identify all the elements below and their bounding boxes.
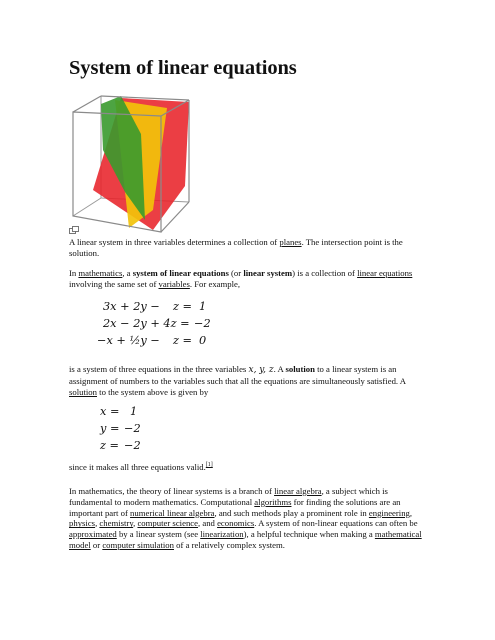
link-solution[interactable]: solution (69, 386, 97, 397)
eq3-rhs: 0 (199, 334, 207, 347)
theory-paragraph: In mathematics, the theory of linear systems is a branch of linear algebra, a subject which is fundamental to modern mathematics. Computational algorithms for finding the solutions are an important part of numerical linear algebra, and such methods play a prominent role in engineering, physics, chemistry, computer science, and economics. A system of non-linear equations can often be approximated by a linear system (see linearization), a helpful technique when making a mathematical model or computer simulation of a relatively complex system. (69, 486, 422, 550)
page-title: System of linear equations (69, 57, 297, 79)
link-engineering[interactable]: engineering (368, 507, 410, 518)
eq1-eq: z = (173, 300, 193, 313)
equation-system (97, 300, 223, 352)
caption-paragraph: A linear system in three variables determines a collection of planes. The intersection point is the solution. (69, 237, 403, 258)
link-mathematical-model[interactable]: mathematical model (69, 529, 422, 550)
link-chemistry[interactable]: chemistry (99, 518, 134, 529)
sol-z-rhs: −2 (124, 439, 141, 452)
link-linearization[interactable]: linearization (200, 529, 244, 540)
sol-x-rhs: 1 (130, 405, 138, 418)
intro-paragraph: In mathematics, a system of linear equations (or linear system) is a collection of linear equations involving the same set of variables. For example, (69, 268, 413, 289)
link-variables[interactable]: variables (158, 278, 190, 289)
valid-paragraph: since it makes all three equations valid.[1] (69, 461, 213, 472)
three-planes-figure (63, 90, 205, 236)
sol-y-rhs: −2 (124, 422, 141, 435)
eq2-rhs: −2 (194, 317, 211, 330)
eq1-lhs: 3x + 2y − (103, 300, 160, 313)
link-economics[interactable]: economics (217, 518, 255, 529)
eq2-lhs: 2x − 2y + 4z = (103, 317, 190, 330)
reference-link-1[interactable]: [1] (205, 462, 213, 468)
eq3-lhs: −x + ½y − (97, 334, 160, 347)
link-algorithms[interactable]: algorithms (254, 496, 292, 507)
eq1-rhs: 1 (199, 300, 207, 313)
link-planes[interactable]: planes (279, 237, 302, 247)
enlarge-icon[interactable] (69, 226, 79, 234)
solution-paragraph: is a system of three equations in the three variables x, y, z. A solution to a linear system is an assignment of numbers to the variables such that all the equations are simultaneously satisfied. A solution to the system above is given by (69, 364, 406, 397)
link-computer-science[interactable]: computer science (137, 518, 198, 529)
link-linear-algebra[interactable]: linear algebra (274, 486, 322, 496)
eq3-eq: z = (173, 334, 193, 347)
link-numerical-linear-algebra[interactable]: numerical linear algebra (130, 507, 215, 518)
sol-z-lhs: z = (100, 439, 120, 452)
solution-system (100, 405, 160, 457)
link-approximated[interactable]: approximated (69, 529, 117, 540)
link-mathematics[interactable]: mathematics (78, 268, 123, 278)
link-linear-equations[interactable]: linear equations (357, 268, 413, 278)
link-physics[interactable]: physics (69, 518, 96, 529)
link-computer-simulation[interactable]: computer simulation (102, 539, 174, 550)
sol-x-lhs: x = (100, 405, 120, 418)
sol-y-lhs: y = (100, 422, 120, 435)
